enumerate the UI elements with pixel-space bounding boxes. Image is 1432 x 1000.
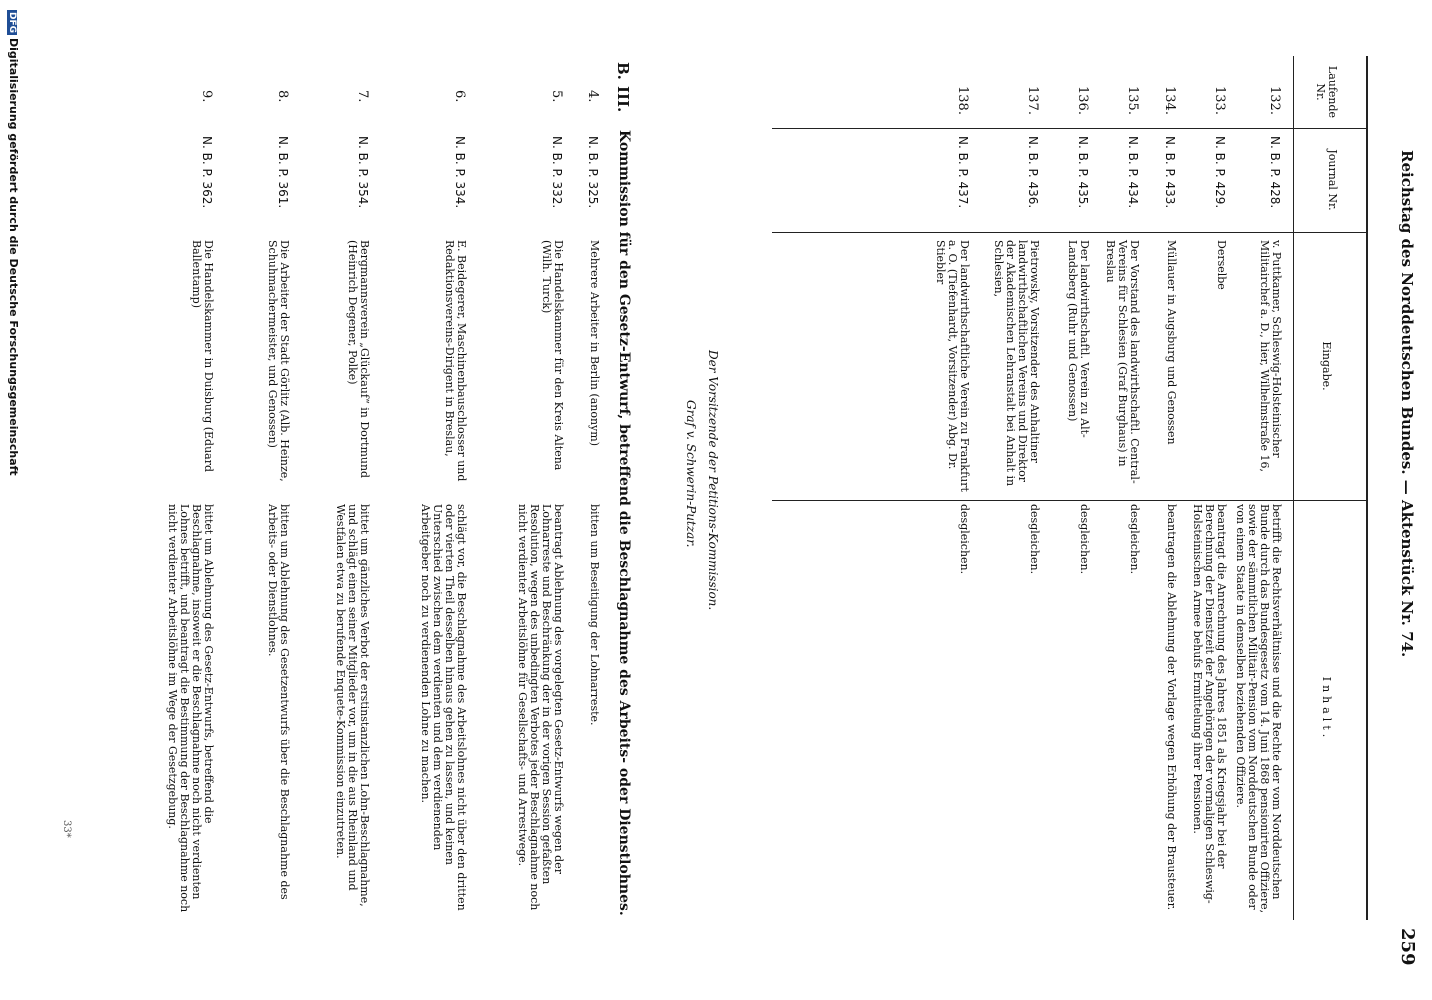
eingabe-text: Die Arbeiter der Stadt Görlitz (Alb. Heinze, Schuhmachermeister, und Genossen): [266, 240, 291, 482]
eingabe-text: Müllauer in Augsburg und Genossen: [1165, 240, 1178, 445]
eingabe-text: Derselbe: [1215, 240, 1228, 290]
page-mark: 33*: [61, 820, 72, 838]
inhalt-text: bittet um gänzliches Verbot der erstinstanzlichen Lohn-Beschlagnahme, und schlägt einen seiner Mitglieder vor, um in die aus Rheinland und Westfalen etwa zu berufende Enquete-Kommission einzutreten.: [334, 504, 371, 907]
row-number: 7.: [355, 90, 370, 103]
inhalt-text: bitten um Ablehnung des Gesetzentwurfs über die Beschlagnahme des Arbeits- oder Dienstlohnes.: [266, 504, 291, 900]
journal-number: N. B. P. 325.: [586, 136, 600, 209]
row-number: 4.: [585, 90, 600, 103]
row-number: 137.: [1025, 86, 1040, 115]
footer-text: Digitalisierung gefördert durch die Deutsche Forschungsgemeinschaft: [7, 38, 20, 476]
section-roman: III.: [614, 86, 632, 113]
journal-number: N. B. P. 334.: [453, 136, 467, 209]
journal-number: N. B. P. 437.: [956, 136, 970, 209]
signature-name: Graf v. Schwerin-Putzar.: [684, 400, 698, 548]
eingabe-text: v. Puttkamer, Schleswig-Holsteinischer Militairchef a. D., hier, Wilhelmstraße 16,: [1258, 240, 1283, 472]
eingabe-text: Die Handelskammer für den Kreis Altena (Wilh. Turck): [540, 240, 565, 471]
journal-number: N. B. P. 436.: [1026, 136, 1040, 209]
eingabe-text: Bergmannsverein „Glückauf“ in Dortmund (Heinrich Degener, Polke): [346, 240, 371, 479]
inhalt-text: schlägt vor, die Beschlagnahme des Arbeitslohnes nicht über den dritten oder vierten Theil desselben hinaus gehen zu lassen, und keinen Unterschied zwischen dem verdienten und dem verdienenden Arbeitgeber noch zu verdienenden Lohne zu machen.: [419, 504, 468, 911]
inhalt-text: betrifft die Rechtsverhältnisse und die Rechte der vom Norddeutschen Bunde durch das Bundesgesetz vom 14. Juni 1868 pensionirten Offiziere, sowie der sämmtlichen Militair-Pension vom Norddeutschen Bunde oder von einem Staate in demselben beziehenden Offiziere.: [1234, 504, 1283, 914]
row-number: 9.: [199, 90, 214, 103]
journal-number: N. B. P. 361.: [276, 136, 290, 209]
column-header-eingabe: Eingabe.: [1320, 341, 1333, 391]
journal-number: N. B. P. 433.: [1163, 136, 1177, 209]
inhalt-text: bitten um Beseitigung der Lohnarreste.: [588, 504, 601, 726]
eingabe-text: Der landwirthschaftliche Verein zu Frankfurt a. O. (Tiefenhardt, Vorsitzender) Abg. Dr. Stiebler: [934, 240, 971, 492]
journal-number: N. B. P. 362.: [200, 136, 214, 209]
row-number: 135.: [1125, 86, 1140, 115]
inhalt-text: bittet um Ablehnung des Gesetz-Entwurfs, betreffend die Beschlagnahme, insoweit er die Beschlagnahme noch nicht verdienten Lohnes betrifft, und beantragt die Bestimmung der Beschlagnahme noch nicht verdienter Arbeitslöhne im Wege der Gesetzgebung.: [166, 504, 215, 913]
column-header-journal: Journal Nr.: [1326, 149, 1339, 211]
row-number: 6.: [452, 90, 467, 103]
inhalt-text: beantragen die Ablehnung der Vorlage wegen Erhöhung der Brausteuer.: [1165, 504, 1178, 911]
inhalt-text: beantragt Ablehnung des vorgelegten Gesetz-Entwurfs wegen der Lohnarreste und Beschränkung der in der vorigen Session gefaßten Resolution, wegen des unbedingten Verbotes jeder Beschlagnahme noch nicht verdienter Arbeitslöhne für Gesellschafts- und Arrestwege.: [516, 504, 565, 911]
journal-number: N. B. P. 434.: [1126, 136, 1140, 209]
inhalt-text: desgleichen.: [1078, 504, 1091, 575]
column-divider-1: [772, 128, 1368, 129]
journal-number: N. B. P. 429.: [1213, 136, 1227, 209]
signature-title: Der Vorsitzende der Petitions-Kommission.: [706, 350, 720, 611]
column-divider-3: [772, 500, 1368, 501]
section-title: Kommission für den Gesetz-Entwurf, betreffend die Beschlagnahme des Arbeits- oder Dienstlohnes.: [616, 130, 632, 916]
eingabe-text: Mehrere Arbeiter in Berlin (anonym): [588, 240, 601, 446]
table-top-rule: [1366, 56, 1368, 920]
inhalt-text: desgleichen.: [1028, 504, 1041, 575]
page-number: 259: [1397, 928, 1418, 966]
eingabe-text: E. Beidegerer, Maschinenbauschlosser und Redaktionsvereins-Dirigent in Breslau,: [443, 240, 468, 482]
footer-credit: [7, 10, 20, 476]
page-header-title: Reichstag des Norddeutschen Bundes. — Aktenstück Nr. 74.: [1398, 150, 1416, 658]
section-label: B.: [614, 62, 632, 80]
dfg-logo-icon: DFG: [7, 12, 17, 34]
column-divider-2: [772, 232, 1368, 233]
journal-number: N. B. P. 428.: [1268, 136, 1282, 209]
row-number: 8.: [275, 90, 290, 103]
journal-number: N. B. P. 354.: [356, 136, 370, 209]
eingabe-text: Die Handelskammer in Duisburg (Eduard Ballentamp): [190, 240, 215, 473]
journal-number: N. B. P. 435.: [1076, 136, 1090, 209]
inhalt-text: beantragt die Anrechnung des Jahres 1851 als Kriegsjahr bei der Berechnung der Dienstzeit der Angehörigen der vormaligen Schleswig-Holsteinischen Armee behufs Ermittelung ihrer Pensionen.: [1191, 504, 1228, 904]
inhalt-text: desgleichen.: [958, 504, 971, 575]
row-number: 132.: [1267, 86, 1282, 115]
row-number: 134.: [1162, 86, 1177, 115]
table-header-rule: [1293, 56, 1294, 920]
column-header-laufende: Laufende Nr.: [1314, 65, 1339, 119]
eingabe-text: Pietrowsky, Vorsitzender des Anhaltiner landwirthschaftlichen Vereins und Direktor der Akademischen Lehranstalt bei Anhalt in Schlesien,: [992, 240, 1041, 487]
inhalt-text: desgleichen.: [1128, 504, 1141, 575]
row-number: 5.: [549, 90, 564, 103]
eingabe-text: Der landwirthschaftl. Verein zu Alt-Landsberg (Ruhr und Genossen): [1066, 240, 1091, 438]
row-number: 138.: [955, 86, 970, 115]
journal-number: N. B. P. 332.: [550, 136, 564, 209]
row-number: 133.: [1212, 86, 1227, 115]
eingabe-text: Der Vorstand des landwirthschaftl. Central-Vereins für Schlesien (Graf Burghaus) in Breslau: [1104, 240, 1141, 484]
row-number: 136.: [1075, 86, 1090, 115]
column-header-inhalt: Inhalt.: [1320, 676, 1333, 742]
